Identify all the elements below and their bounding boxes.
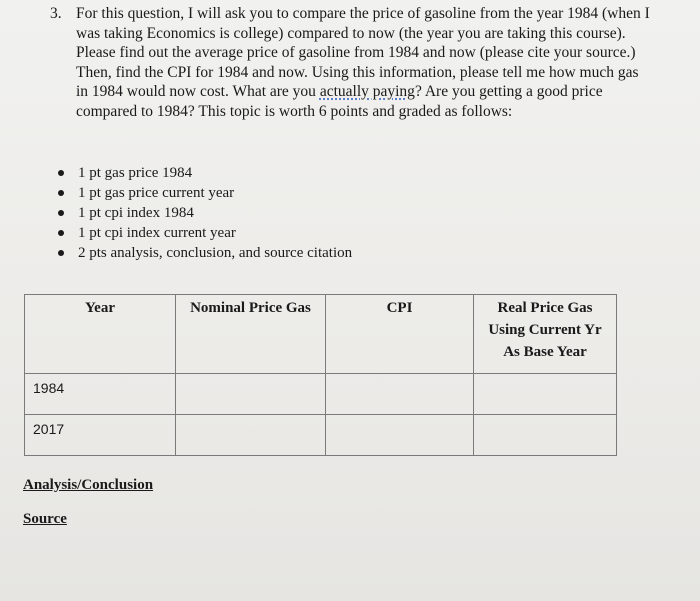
question-number: 3. — [50, 5, 62, 22]
cell-nominal-1984[interactable] — [176, 374, 326, 415]
header-cpi: CPI — [326, 295, 474, 374]
table-header-row — [25, 295, 617, 374]
gas-price-table — [24, 294, 617, 456]
grading-list — [56, 163, 352, 263]
header-real-line2: Using Current Yr — [488, 322, 602, 338]
question-text-highlight: actually paying — [319, 83, 415, 100]
grading-item: 1 pt cpi index 1984 — [56, 203, 352, 223]
source-heading: Source — [23, 511, 67, 527]
question-text-part1: For this question, I will ask you to compare the price of gasoline from the year 1984 (when I was taking Economics is college) compared to now (the year you are taking this course). Please find out the average price of gasoline from 1984 and now (please cite your source.) Then, find the CPI for 1984 and now. Using this information, please tell me how much gas in 1984 would now cost. What are you — [76, 5, 650, 100]
row-year-1984: 1984 — [25, 374, 176, 415]
cell-cpi-2017[interactable] — [326, 415, 474, 456]
header-real-line1: Real Price Gas — [497, 300, 593, 316]
table-row — [25, 415, 617, 456]
grading-item: 2 pts analysis, conclusion, and source citation — [56, 243, 352, 263]
header-real-price — [474, 295, 617, 374]
cell-real-1984[interactable] — [474, 374, 617, 415]
table-row — [25, 374, 617, 415]
grading-item: 1 pt cpi index current year — [56, 223, 352, 243]
header-nominal-price: Nominal Price Gas — [176, 295, 326, 374]
question-text — [76, 4, 650, 121]
row-year-2017: 2017 — [25, 415, 176, 456]
cell-nominal-2017[interactable] — [176, 415, 326, 456]
grading-item: 1 pt gas price 1984 — [56, 163, 352, 183]
grading-item: 1 pt gas price current year — [56, 183, 352, 203]
cell-real-2017[interactable] — [474, 415, 617, 456]
header-real-line3: As Base Year — [503, 344, 587, 360]
question-block — [50, 4, 650, 121]
cell-cpi-1984[interactable] — [326, 374, 474, 415]
header-year: Year — [25, 295, 176, 374]
analysis-conclusion-heading: Analysis/Conclusion — [23, 477, 154, 493]
question-text-part2: ? Are you getting a good price compared to 1984? This topic is worth 6 points and graded as follows: — [76, 83, 603, 120]
